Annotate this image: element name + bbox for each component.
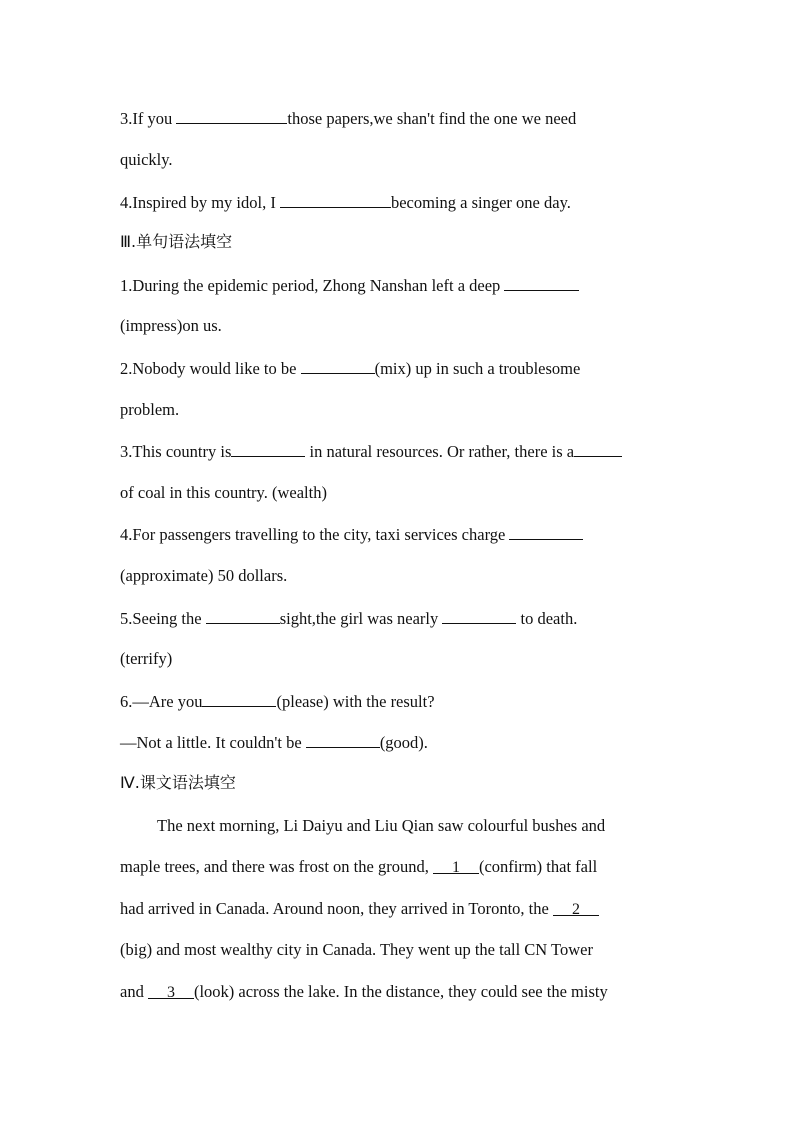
- answer-blank[interactable]: [206, 608, 280, 624]
- answer-blank[interactable]: [574, 441, 622, 457]
- passage-text: had arrived in Canada. Around noon, they arrived in Toronto, the: [120, 899, 553, 918]
- passage-line-5: [120, 982, 608, 1002]
- answer-blank[interactable]: [504, 275, 579, 291]
- sentence-3-line: [120, 441, 622, 462]
- question-text: 4.Inspired by my idol, I: [120, 193, 280, 212]
- question-text: 6.—Are you: [120, 692, 203, 711]
- answer-blank[interactable]: [176, 108, 287, 124]
- question-text: those papers,we shan't find the one we need: [287, 109, 577, 128]
- passage-text: and: [120, 982, 148, 1001]
- question-text: sight,the girl was nearly: [279, 609, 443, 628]
- section-heading-4: Ⅳ.课文语法填空: [120, 773, 236, 792]
- question-text: to death.: [516, 609, 578, 628]
- passage-text: maple trees, and there was frost on the ground,: [120, 857, 433, 876]
- question-text: (mix) up in such a troublesome: [374, 359, 581, 378]
- sentence-2-line: [120, 358, 580, 379]
- answer-blank[interactable]: [442, 608, 516, 624]
- answer-blank[interactable]: [509, 524, 583, 540]
- question-text: 3.This country is: [120, 442, 232, 461]
- passage-text: (confirm) that fall: [478, 857, 598, 876]
- passage-text: (look) across the lake. In the distance, they could see the misty: [193, 982, 608, 1001]
- question-text: 5.Seeing the: [120, 609, 206, 628]
- passage-line-4: (big) and most wealthy city in Canada. They went up the tall CN Tower: [120, 940, 593, 959]
- question-text: 1.During the epidemic period, Zhong Nanshan left a deep: [120, 276, 505, 295]
- sentence-2-continuation: problem.: [120, 400, 180, 419]
- question-text: (please) with the result?: [276, 692, 435, 711]
- answer-blank[interactable]: [280, 192, 391, 208]
- answer-blank-3[interactable]: 3: [148, 983, 194, 999]
- passage-line-2: [120, 857, 597, 877]
- sentence-1-continuation: (impress)on us.: [120, 316, 222, 335]
- question-text: —Not a little. It couldn't be: [120, 733, 306, 752]
- question-text: becoming a singer one day.: [390, 193, 571, 212]
- sentence-5-continuation: (terrify): [120, 649, 173, 668]
- answer-blank-2[interactable]: 2: [553, 900, 599, 916]
- answer-blank[interactable]: [301, 358, 375, 374]
- sentence-5-line: [120, 608, 577, 629]
- question-text: 3.If you: [120, 109, 177, 128]
- question-3-line: [120, 108, 576, 129]
- question-text: in natural resources. Or rather, there is a: [305, 442, 575, 461]
- sentence-6-reply-line: [120, 732, 428, 753]
- question-4-line: [120, 192, 571, 213]
- sentence-4-line: [120, 524, 583, 545]
- answer-blank-1[interactable]: 1: [433, 858, 479, 874]
- passage-line-3: [120, 899, 599, 919]
- sentence-1-line: [120, 275, 579, 296]
- answer-blank[interactable]: [231, 441, 305, 457]
- passage-line-1: The next morning, Li Daiyu and Liu Qian saw colourful bushes and: [157, 816, 606, 835]
- question-text: 2.Nobody would like to be: [120, 359, 301, 378]
- answer-blank[interactable]: [306, 732, 380, 748]
- sentence-4-continuation: (approximate) 50 dollars.: [120, 566, 288, 585]
- sentence-3-continuation: of coal in this country. (wealth): [120, 483, 327, 502]
- sentence-6-line: [120, 691, 435, 712]
- question-3-continuation: quickly.: [120, 150, 173, 169]
- question-text: (good).: [379, 733, 428, 752]
- question-text: 4.For passengers travelling to the city, taxi services charge: [120, 525, 510, 544]
- section-heading-3: Ⅲ.单句语法填空: [120, 232, 233, 251]
- answer-blank[interactable]: [202, 691, 276, 707]
